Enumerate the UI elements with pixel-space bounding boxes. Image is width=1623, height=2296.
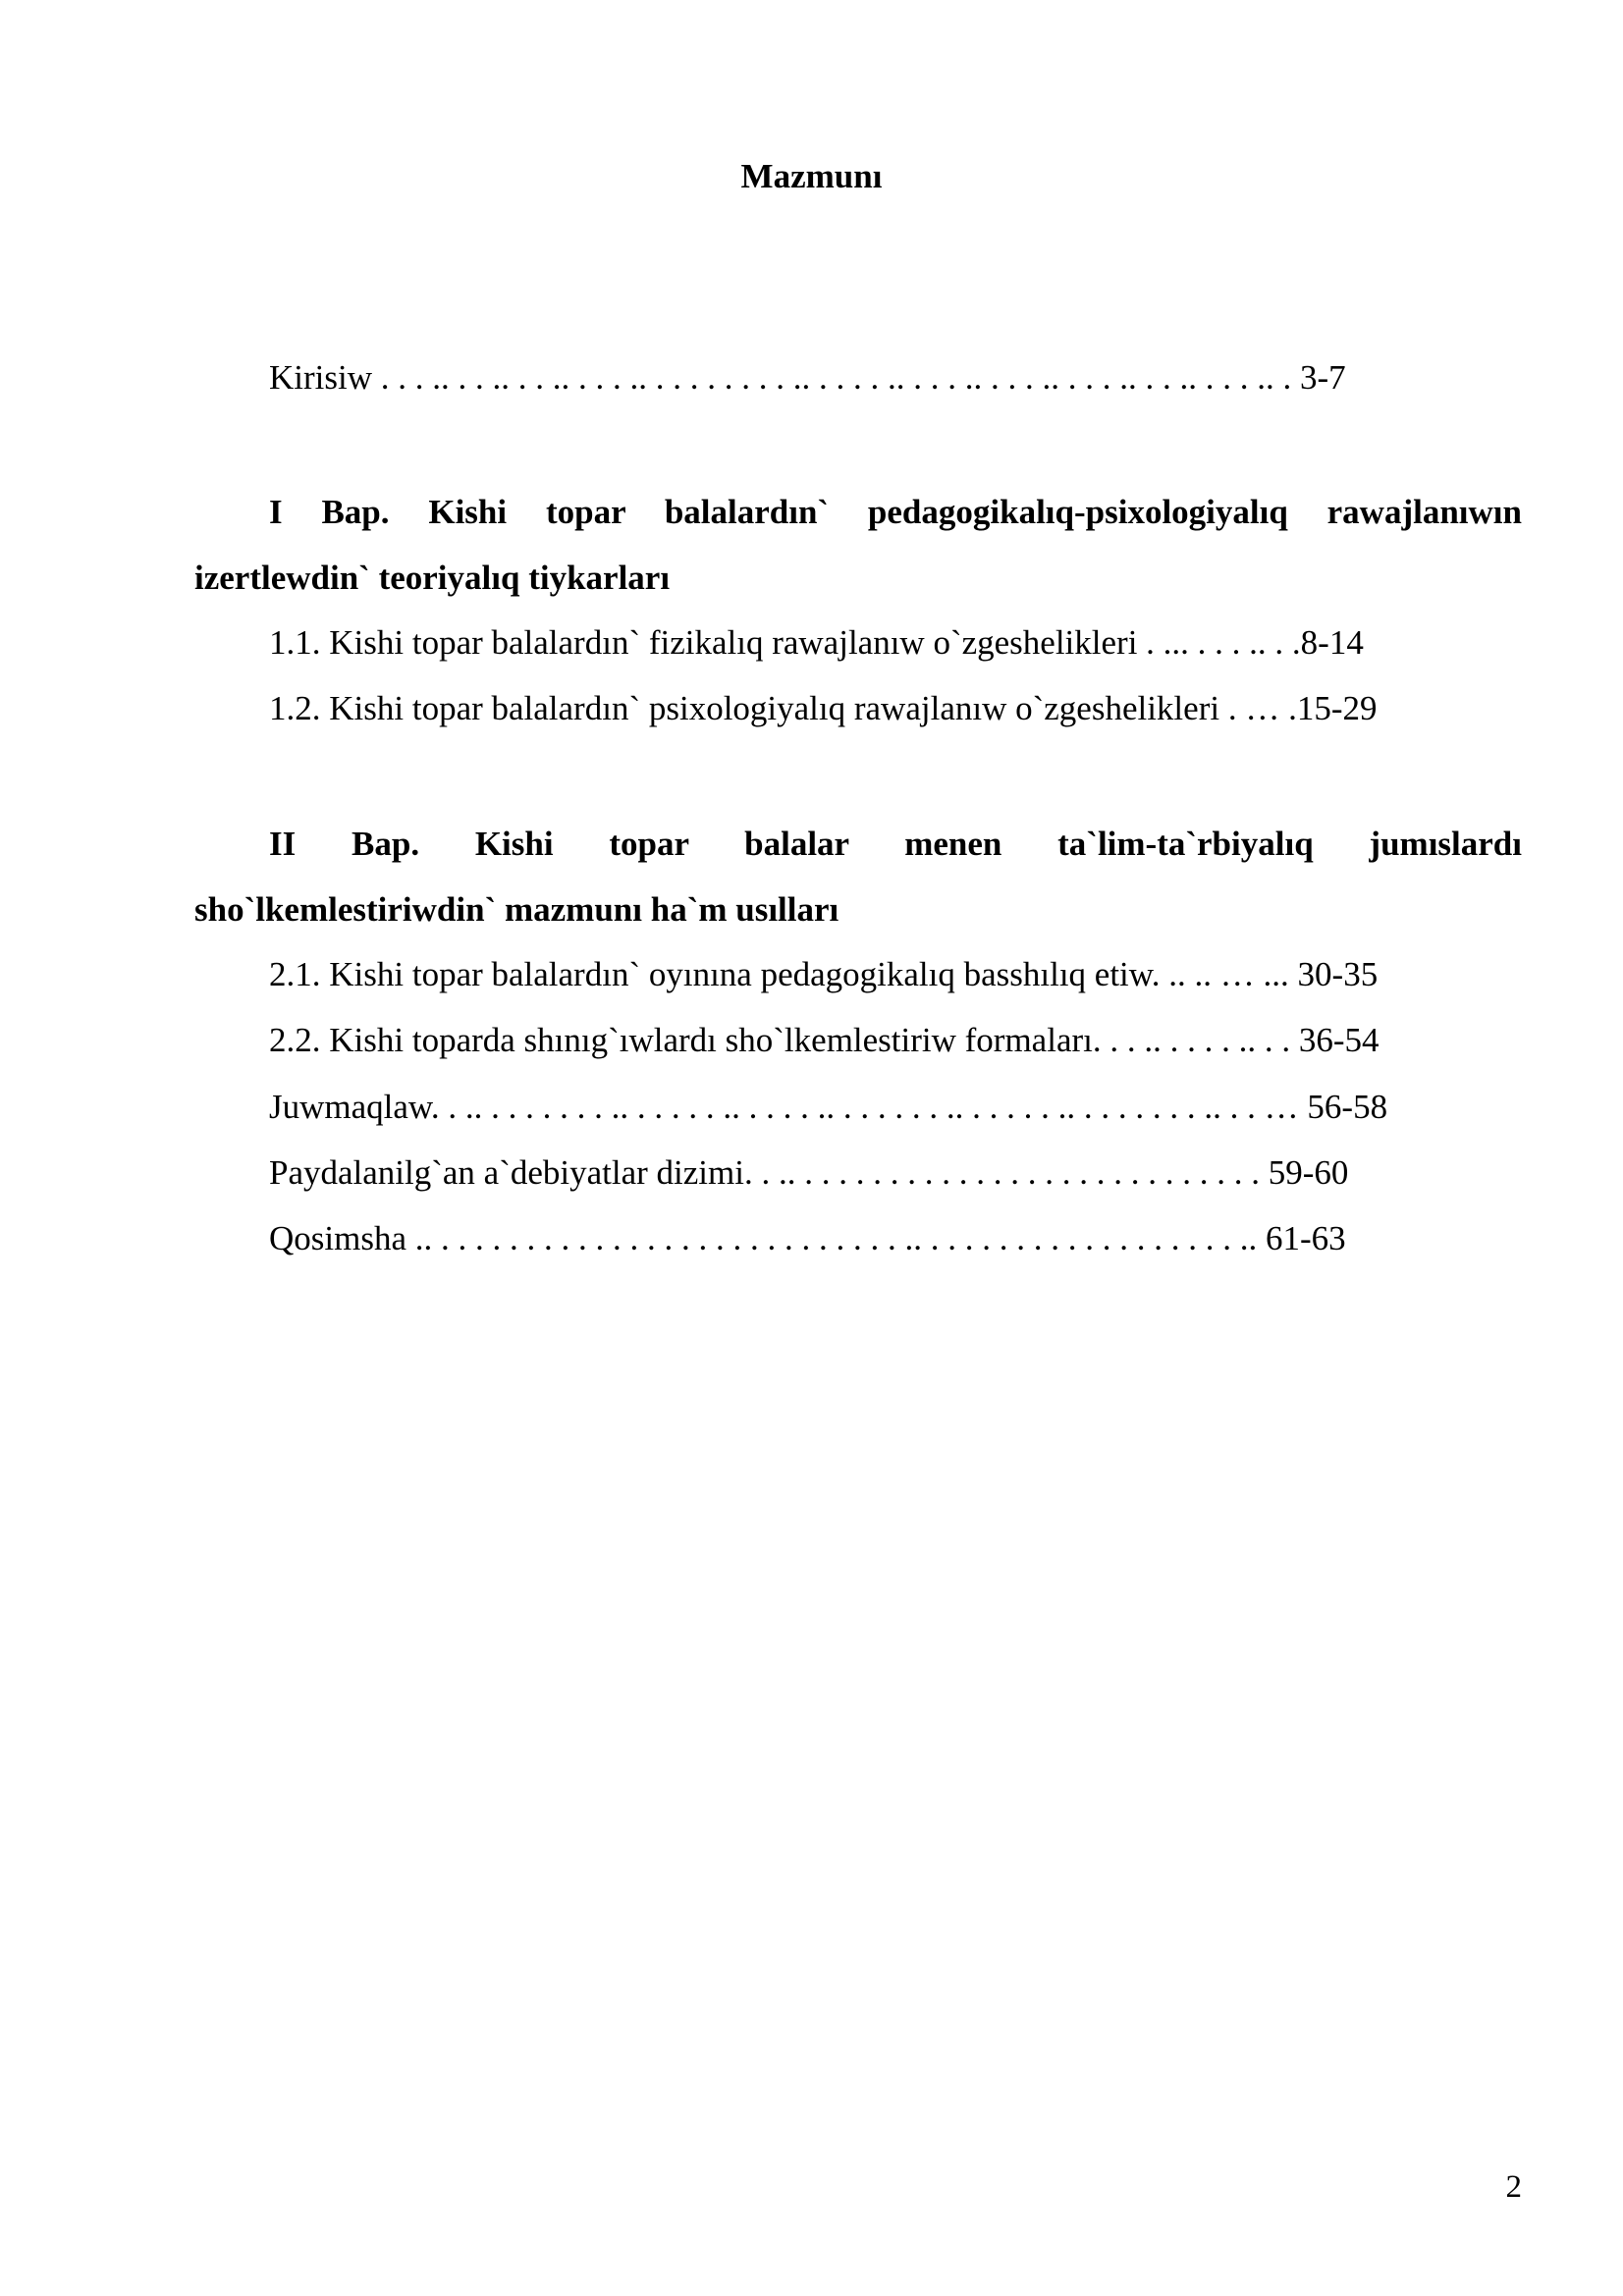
toc-entry-2-1: 2.1. Kishi topar balalardın` oyınına pedagogikalıq basshılıq etiw. .. .. … ... 30-35	[269, 955, 1379, 993]
chapter-heading-1-line1: I Bap. Kishi topar balalardın` pedagogikalıq-psixologiyalıq rawajlanıwın	[269, 493, 1522, 531]
page-number: 2	[1505, 2169, 1522, 2205]
page-title: Mazmunı	[740, 157, 883, 195]
toc-entry-conclusion: Juwmaqlaw. . .. . . . . . . . .. . . . . . .. . . . . .. . . . . . . .. . . . . . .. . . . . . . . .. . . … 56-58	[269, 1088, 1388, 1126]
toc-entry-intro: Kirisiw . . . .. . . .. . . .. . . . .. . . . . . . . . .. . . . . .. . . . .. . . . .. . . . .. . . .. . . . .. . 3-7	[269, 358, 1346, 397]
toc-entry-2-2: 2.2. Kishi toparda shınıg`ıwlardı sho`lkemlestiriw formaları. . . .. . . . . .. . . 36-54	[269, 1021, 1380, 1059]
chapter-heading-1	[194, 479, 1522, 611]
chapter-heading-2-line2: sho`lkemlestiriwdin` mazmunı ha`m usılları	[194, 890, 839, 929]
toc-entry-1-1: 1.1. Kishi topar balalardın` fizikalıq rawajlanıw o`zgeshelikleri . ... . . . .. . .8-14	[269, 623, 1364, 662]
chapter-heading-2	[194, 811, 1522, 942]
toc-entry-1-2: 1.2. Kishi topar balalardın` psixologiyalıq rawajlanıw o`zgeshelikleri . … .15-29	[269, 689, 1378, 727]
chapter-heading-1-line2: izertlewdin` teoriyalıq tiykarları	[194, 559, 671, 597]
toc-entry-references: Paydalanilg`an a`debiyatlar dizimi. . .. . . . . . . . . . . . . . . . . . . . . . . . . . . . 59-60	[269, 1153, 1349, 1192]
toc-entry-appendix: Qosimsha .. . . . . . . . . . . . . . . . . . . . . . . . . . . . .. . . . . . . . . . . . . . . . . . . .. 61-63	[269, 1219, 1346, 1257]
chapter-heading-2-line1: II Bap. Kishi topar balalar menen ta`lim-ta`rbiyalıq jumıslardı	[269, 825, 1522, 863]
